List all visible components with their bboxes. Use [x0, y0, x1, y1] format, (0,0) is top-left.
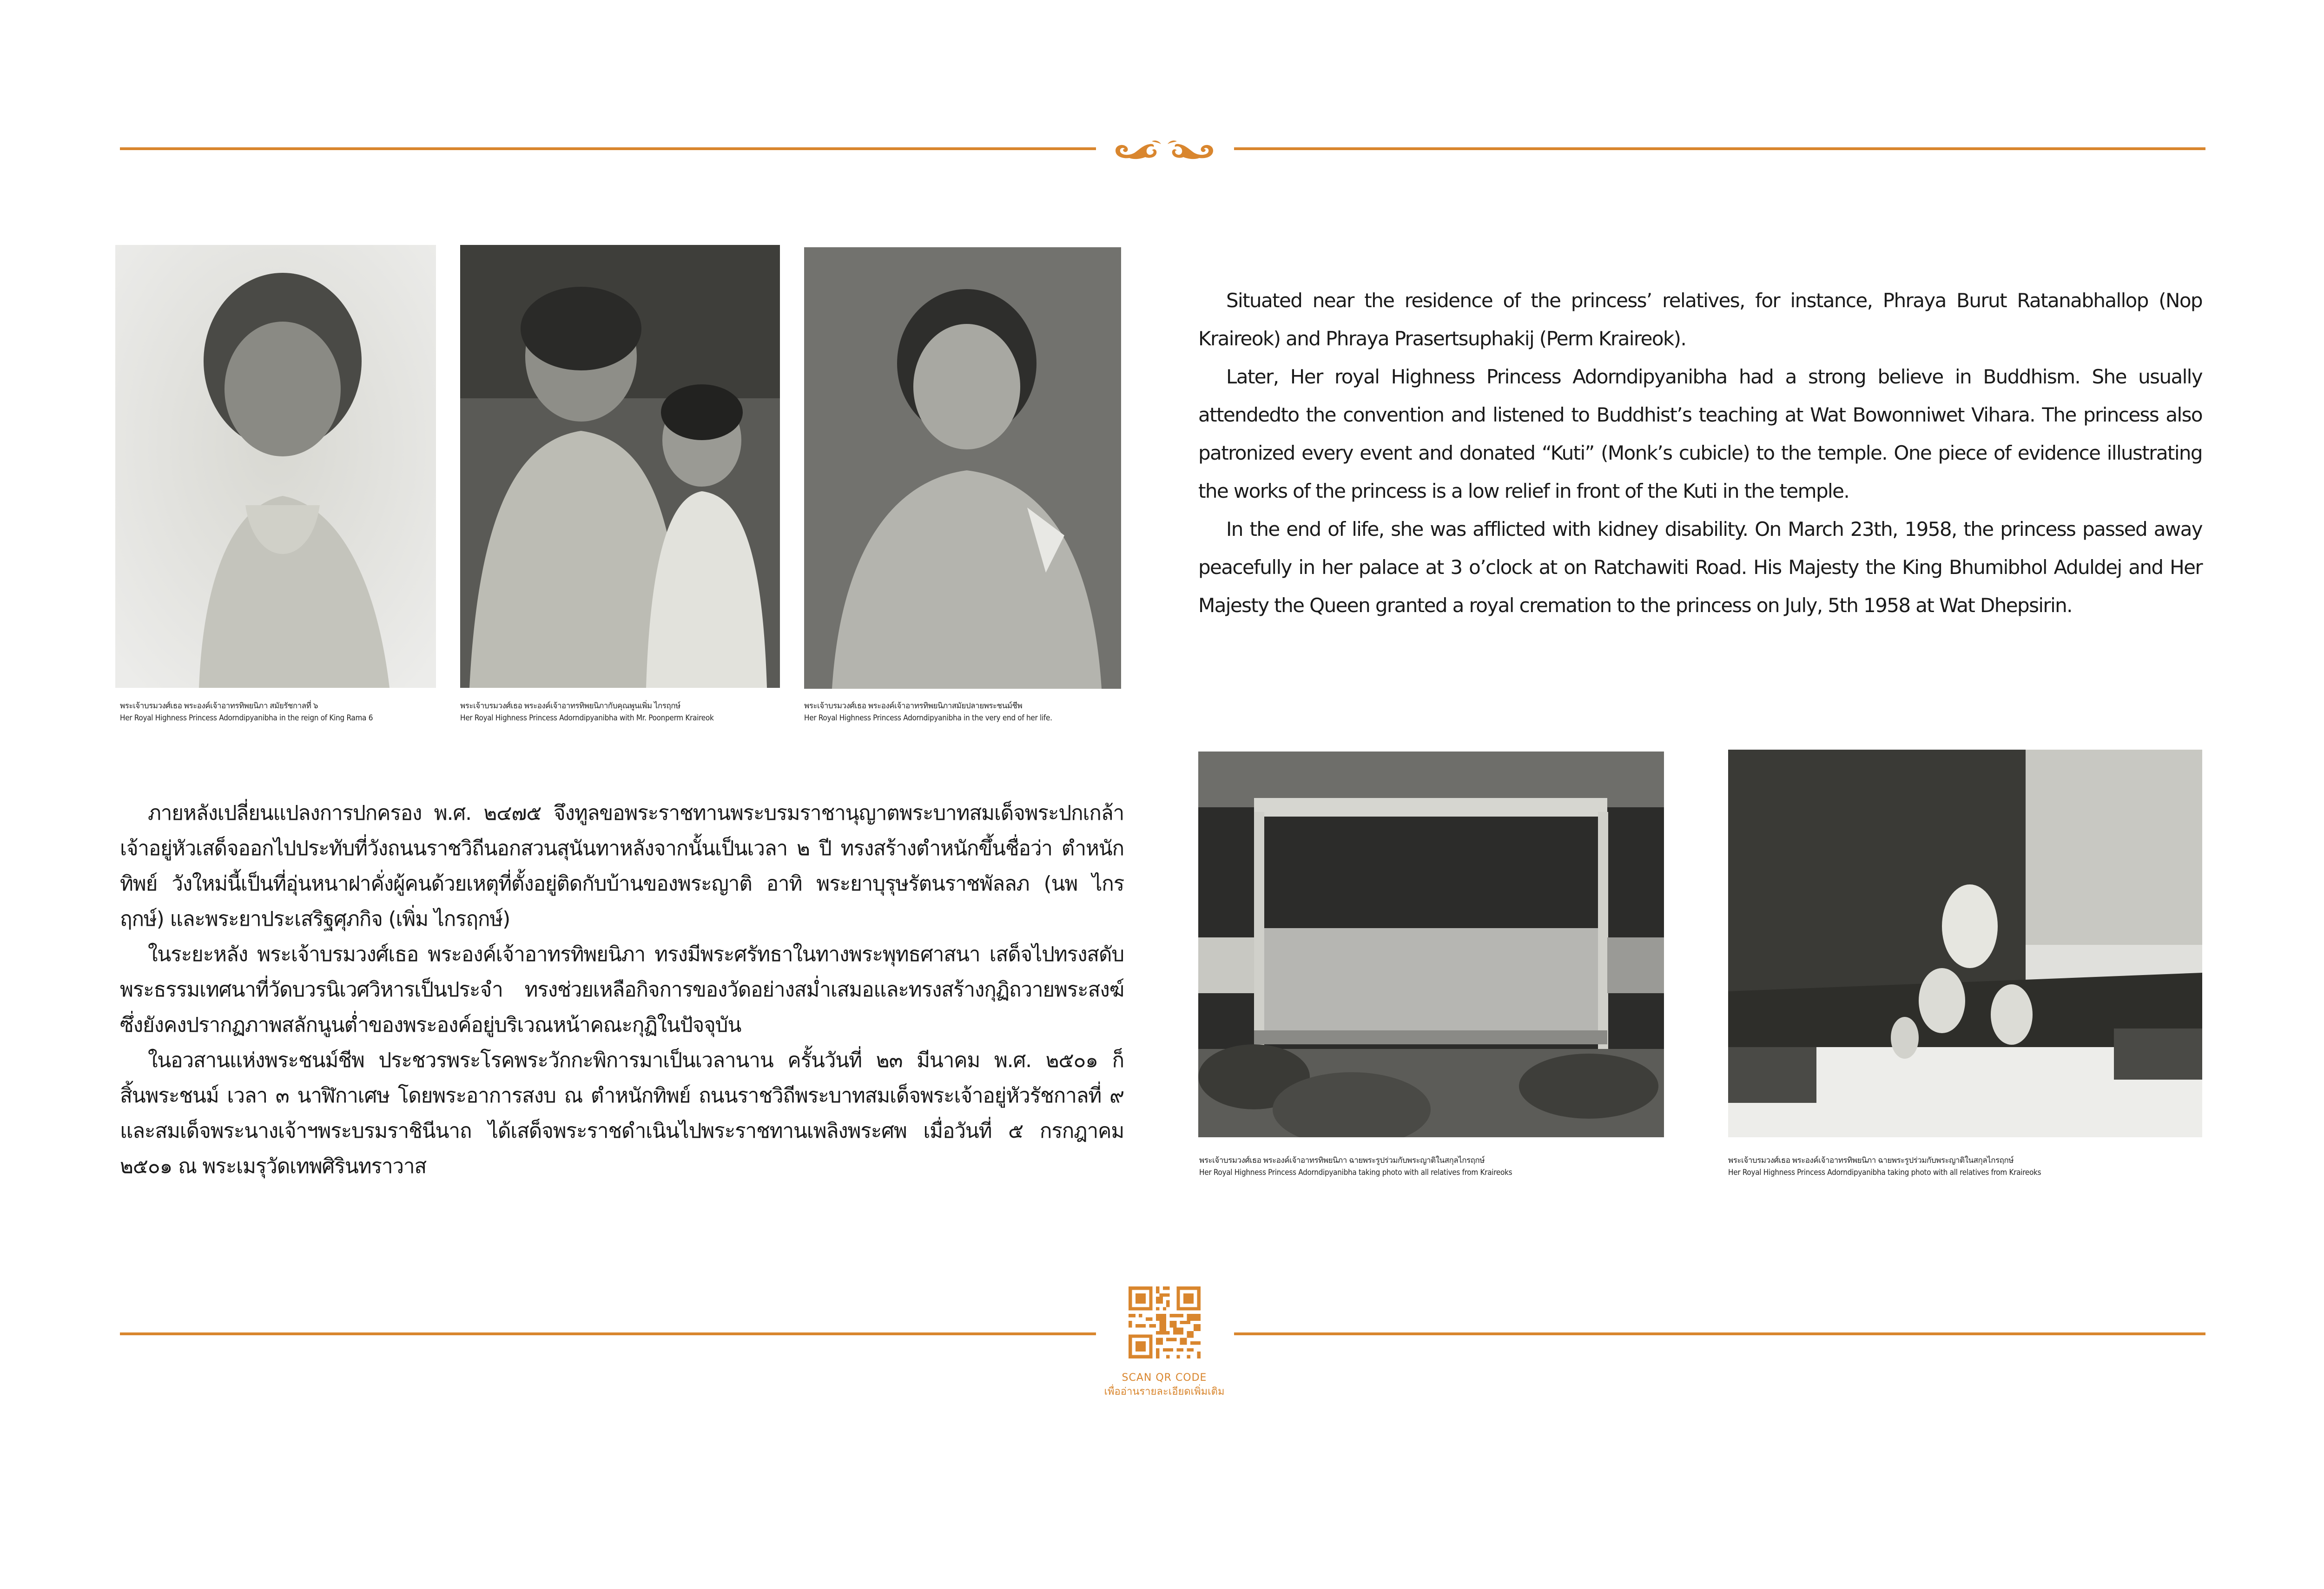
- photo-group-garden: [1728, 750, 2202, 1137]
- caption-photo-5: [1728, 1154, 2041, 1179]
- bottom-rule-left: [120, 1332, 1096, 1335]
- caption-thai: พระเจ้าบรมวงศ์เธอ พระองค์เจ้าอาทรทิพยนิภากับคุณพูนเพิ่ม ไกรฤกษ์: [460, 701, 680, 711]
- caption-photo-3: [804, 700, 1052, 724]
- photo-princess-with-poonperm: [460, 245, 780, 688]
- qr-label-th: เพื่ออ่านรายละเอียดเพิ่มเติม: [1104, 1386, 1225, 1398]
- caption-english: Her Royal Highness Princess Adorndipyanibha taking photo with all relatives from Kraireoks: [1199, 1168, 1512, 1177]
- scroll-ornament-icon: [1111, 135, 1218, 163]
- caption-photo-2: [460, 700, 714, 724]
- caption-english: Her Royal Highness Princess Adorndipyanibha in the very end of her life.: [804, 713, 1052, 723]
- bottom-rule-right: [1234, 1332, 2205, 1335]
- photo-princess-rama6: [115, 245, 436, 688]
- caption-photo-4: [1199, 1154, 1512, 1179]
- caption-english: Her Royal Highness Princess Adorndipyanibha with Mr. Poonperm Kraireok: [460, 713, 714, 723]
- caption-english: Her Royal Highness Princess Adorndipyanibha taking photo with all relatives from Kraireoks: [1728, 1168, 2041, 1177]
- english-paragraph: Situated near the residence of the princess’ relatives, for instance, Phraya Burut Ratanabhallop (Nop Kraireok) and Phraya Prasertsuphakij (Perm Kraireok).: [1198, 289, 2202, 350]
- english-paragraph: Later, Her royal Highness Princess Adorndipyanibha had a strong believe in Buddhism. She usually attendedto the convention and listened to Buddhist’s teaching at Wat Bowonniwet Vihara. The princess also patronized every event and donated “Kuti” (Monk’s cubicle) to the temple. One piece of evidence illustrating the works of the princess is a low relief in front of the Kuti in the temple.: [1198, 365, 2202, 502]
- top-rule-right: [1234, 147, 2205, 150]
- thai-paragraph: ในระยะหลัง พระเจ้าบรมวงศ์เธอ พระองค์เจ้าอาทรทิพยนิภา ทรงมีพระศรัทธาในทางพระพุทธศาสนา เสด็จไปทรงสดับพระธรรมเทศนาที่วัดบวรนิเวศวิหารเป็นประจำ ทรงช่วยเหลือกิจการของวัดอย่างสม่ำเสมอและทรงสร้างกุฏิถวายพระสงฆ์ ซึ่งยังคงปรากฏภาพสลักนูนต่ำของพระองค์อยู่บริเวณหน้าคณะกุฏิในปัจจุบัน: [120, 943, 1124, 1037]
- english-narrative: [1198, 282, 2202, 625]
- caption-thai: พระเจ้าบรมวงศ์เธอ พระองค์เจ้าอาทรทิพยนิภา ฉายพระรูปร่วมกับพระญาติในสกุลไกรฤกษ์: [1199, 1156, 1485, 1165]
- english-paragraph: In the end of life, she was afflicted with kidney disability. On March 23th, 1958, the princess passed away peacefully in her palace at 3 o’clock at on Ratchawiti Road. His Majesty the King Bhumibhol Aduldej and Her Majesty the Queen granted a royal cremation to the princess on July, 5th 1958 at Wat Dhepsirin.: [1198, 518, 2202, 617]
- caption-english: Her Royal Highness Princess Adorndipyanibha in the reign of King Rama 6: [120, 713, 373, 723]
- caption-thai: พระเจ้าบรมวงศ์เธอ พระองค์เจ้าอาทรทิพยนิภา ฉายพระรูปร่วมกับพระญาติในสกุลไกรฤกษ์: [1728, 1156, 2014, 1165]
- qr-label-en: SCAN QR CODE: [1122, 1372, 1207, 1384]
- thai-narrative: [120, 796, 1124, 1184]
- caption-thai: พระเจ้าบรมวงศ์เธอ พระองค์เจ้าอาทรทิพยนิภา สมัยรัชกาลที่ ๖: [120, 701, 318, 711]
- caption-thai: พระเจ้าบรมวงศ์เธอ พระองค์เจ้าอาทรทิพยนิภาสมัยปลายพระชนม์ชีพ: [804, 701, 1023, 711]
- photo-princess-late-life: [804, 247, 1121, 689]
- photo-group-pavilion: [1198, 752, 1664, 1137]
- caption-photo-1: [120, 700, 373, 724]
- top-rule-left: [120, 147, 1096, 150]
- thai-paragraph: ในอวสานแห่งพระชนม์ชีพ ประชวรพระโรคพระวักกะพิการมาเป็นเวลานาน ครั้นวันที่ ๒๓ มีนาคม พ.ศ. ๒๕๐๑ ก็สิ้นพระชนม์ เวลา ๓ นาฬิกาเศษ โดยพระอาการสงบ ณ ตำหนักทิพย์ ถนนราชวิถีพระบาทสมเด็จพระเจ้าอยู่หัวรัชกาลที่ ๙ และสมเด็จพระนางเจ้าฯพระบรมราชินีนาถ ได้เสด็จพระราชดำเนินไปพระราชทานเพลิงพระศพ เมื่อวันที่ ๕ กรกฎาคม ๒๕๐๑ ณ พระเมรุวัดเทพศิรินทราวาส: [120, 1048, 1124, 1178]
- qr-label: [1069, 1371, 1260, 1399]
- qr-code-icon[interactable]: [1129, 1286, 1201, 1358]
- thai-paragraph: ภายหลังเปลี่ยนแปลงการปกครอง พ.ศ. ๒๔๗๕ จึงทูลขอพระราชทานพระบรมราชานุญาตพระบาทสมเด็จพระปกเกล้าเจ้าอยู่หัวเสด็จออกไปประทับที่วังถนนราชวิถีนอกสวนสุนันทาหลังจากนั้นเป็นเวลา ๒ ปี ทรงสร้างตำหนักขึ้นชื่อว่า ตำหนักทิพย์ วังใหม่นี้เป็นที่อุ่นหนาฝาคั่งผู้คนด้วยเหตุที่ตั้งอยู่ติดกับบ้านของพระญาติ อาทิ พระยาบุรุษรัตนราชพัลลภ (นพ ไกรฤกษ์) และพระยาประเสริฐศุภกิจ (เพิ่ม ไกรฤกษ์): [120, 801, 1124, 931]
